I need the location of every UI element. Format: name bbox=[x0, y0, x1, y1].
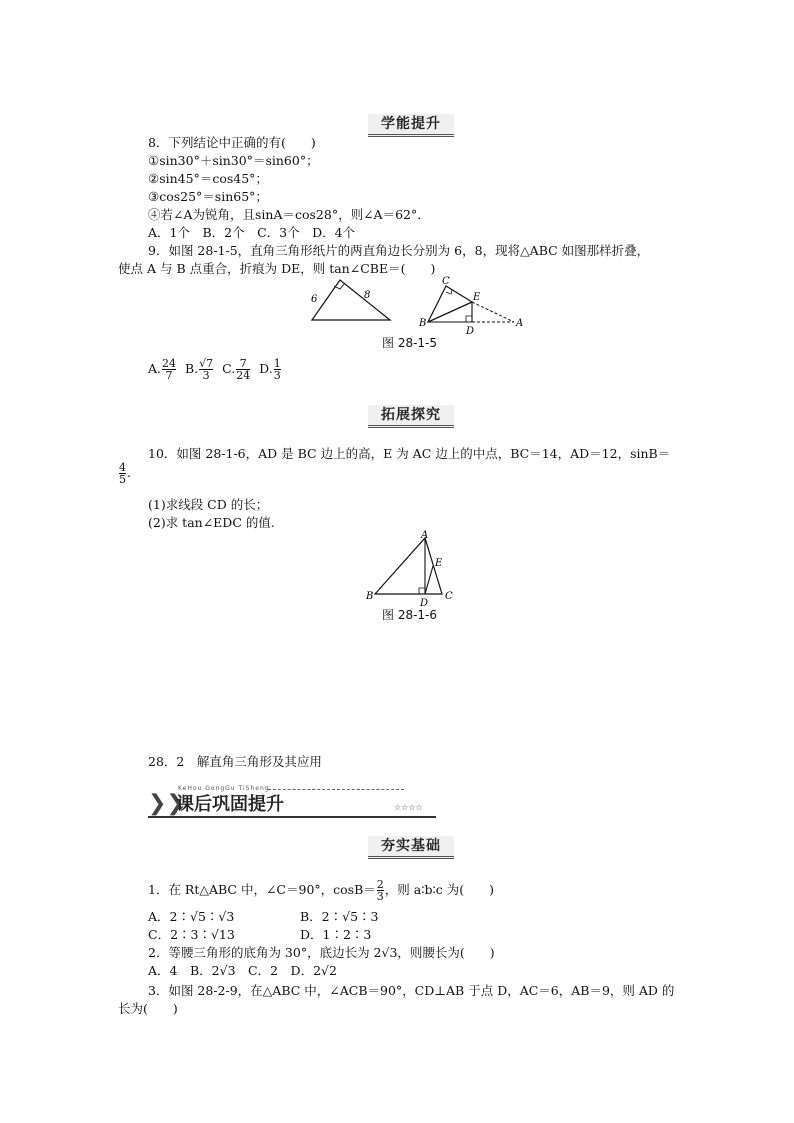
q1-frac-den: 3 bbox=[376, 890, 384, 903]
q1-stem bbox=[148, 876, 494, 904]
q9-option-b-label: B. bbox=[184, 361, 199, 376]
fig-left-triangle bbox=[311, 280, 390, 320]
q3-line-1: 3．如图 28-2-9，在△ABC 中，∠ACB＝90°，CD⊥AB 于点 D，AC＝6，AB＝9，则 AD 的 bbox=[148, 983, 675, 998]
fig-left-label-6: 6 bbox=[311, 294, 318, 305]
q9-option-a-num: 24 bbox=[162, 357, 177, 370]
fig-28-1-6-label-d: D bbox=[420, 598, 429, 608]
fig-28-1-6-label-b: B bbox=[366, 591, 374, 602]
q10-sub-1: (1)求线段 CD 的长； bbox=[148, 497, 269, 512]
section-header-hangshi: 夯实基础 bbox=[368, 836, 454, 859]
banner-title: 课后巩固提升 bbox=[176, 794, 284, 815]
banner-kehou bbox=[148, 783, 438, 819]
fig-right-label-a: A bbox=[516, 318, 524, 329]
fig-left-label-8: 8 bbox=[364, 290, 371, 301]
section-header-xueneng: 学能提升 bbox=[368, 114, 454, 137]
q9-option-d-label: D. bbox=[259, 361, 273, 376]
banner-stars: ☆☆☆☆ bbox=[394, 803, 423, 812]
q8-item-4: ④若∠A为锐角，且sinA＝cos28°，则∠A＝62°． bbox=[148, 207, 430, 222]
q9-option-d-frac bbox=[274, 358, 281, 381]
figure-28-1-6 bbox=[360, 528, 460, 608]
q9-option-a-den: 7 bbox=[162, 369, 176, 381]
banner-underline bbox=[148, 816, 436, 818]
q2-stem: 2．等腰三角形的底角为 30°，底边长为 2√3，则腰长为( ) bbox=[148, 945, 495, 960]
q10-frac-den: 5 bbox=[119, 473, 126, 486]
q10-line-1: 10．如图 28-1-6，AD 是 BC 边上的高，E 为 AC 边上的中点，BC＝14，AD＝12，sinB＝ bbox=[148, 446, 671, 461]
banner-dashes bbox=[268, 789, 404, 790]
q1-option-a: A．2∶√5∶√3 bbox=[148, 909, 235, 924]
q8-item-3: ③cos25°＝sin65°； bbox=[148, 189, 268, 204]
q10-frac-4-5 bbox=[119, 462, 126, 485]
q9-option-d-den: 3 bbox=[273, 369, 281, 382]
fig-28-1-6-label-c: C bbox=[445, 591, 453, 602]
q9-line-1: 9．如图 28-1-5，直角三角形纸片的两直角边长分别为 6，8，现将△ABC 如图那样折叠， bbox=[148, 243, 650, 258]
banner-chevron-icon: ❯❯ bbox=[148, 791, 185, 816]
q8-options: A．1个 B．2个 C．3个 D．4个 bbox=[148, 225, 356, 240]
fig-right-label-c: C bbox=[442, 276, 450, 287]
q1-frac-num: 2 bbox=[376, 878, 384, 891]
q10-fraction bbox=[118, 462, 131, 485]
q1-stem-a: 1．在 Rt△ABC 中，∠C＝90°，cosB＝ bbox=[148, 882, 376, 897]
q9-option-b-num: √7 bbox=[199, 357, 214, 370]
q8-item-2: ②sin45°＝cos45°； bbox=[148, 171, 268, 186]
fig-right-triangle bbox=[418, 276, 523, 337]
q1-option-b: B．2∶√5∶3 bbox=[300, 909, 379, 924]
q9-option-b-frac bbox=[199, 358, 213, 381]
banner-pinyin: KeHou GongGu TiSheng bbox=[178, 785, 270, 792]
q9-option-a-label: A. bbox=[148, 361, 162, 376]
fig-right-label-e: E bbox=[473, 292, 481, 303]
q9-option-c-label: C. bbox=[222, 361, 236, 376]
q1-option-d: D．1∶2∶3 bbox=[300, 927, 372, 942]
q3-line-2: 长为( ) bbox=[118, 1001, 178, 1016]
fig-28-1-6-label-a: A bbox=[421, 530, 429, 541]
figure-28-1-5 bbox=[300, 272, 530, 340]
q10-sub-2: (2)求 tan∠EDC 的值. bbox=[148, 515, 275, 530]
q1-frac-2-3 bbox=[377, 879, 384, 902]
q2-options: A．4 B．2√3 C．2 D．2√2 bbox=[148, 963, 337, 978]
q8-item-1: ①sin30°＋sin30°＝sin60°； bbox=[148, 153, 319, 168]
q9-option-c-num: 7 bbox=[239, 357, 247, 370]
q1-stem-b: ，则 a∶b∶c 为( ) bbox=[384, 882, 494, 897]
section-28-2-title: 28．2 解直角三角形及其应用 bbox=[148, 754, 322, 769]
fig-right-label-b: B bbox=[419, 318, 427, 329]
figure-28-1-6-caption: 图 28-1-6 bbox=[382, 608, 438, 622]
q9-option-b-den: 3 bbox=[199, 369, 213, 381]
q8-stem: 8．下列结论中正确的有( ) bbox=[148, 135, 316, 150]
q1-option-c: C．2∶3∶√13 bbox=[148, 927, 235, 942]
q10-tail: . bbox=[127, 465, 131, 480]
q9-option-a-frac bbox=[162, 358, 176, 381]
figure-28-1-5-caption: 图 28-1-5 bbox=[382, 336, 438, 350]
q9-option-c-frac bbox=[236, 358, 250, 381]
q9-option-d-num: 1 bbox=[273, 357, 281, 370]
q9-option-c-den: 24 bbox=[236, 369, 251, 382]
fig-right-label-d: D bbox=[466, 326, 475, 337]
q9-options bbox=[148, 354, 282, 384]
q10-frac-num: 4 bbox=[119, 461, 126, 474]
q9-line-2: 使点 A 与 B 点重合，折痕为 DE，则 tan∠CBE＝( ) bbox=[118, 261, 436, 276]
fig-28-1-6-label-e: E bbox=[435, 558, 443, 569]
section-header-tuozhan: 拓展探究 bbox=[368, 405, 454, 428]
